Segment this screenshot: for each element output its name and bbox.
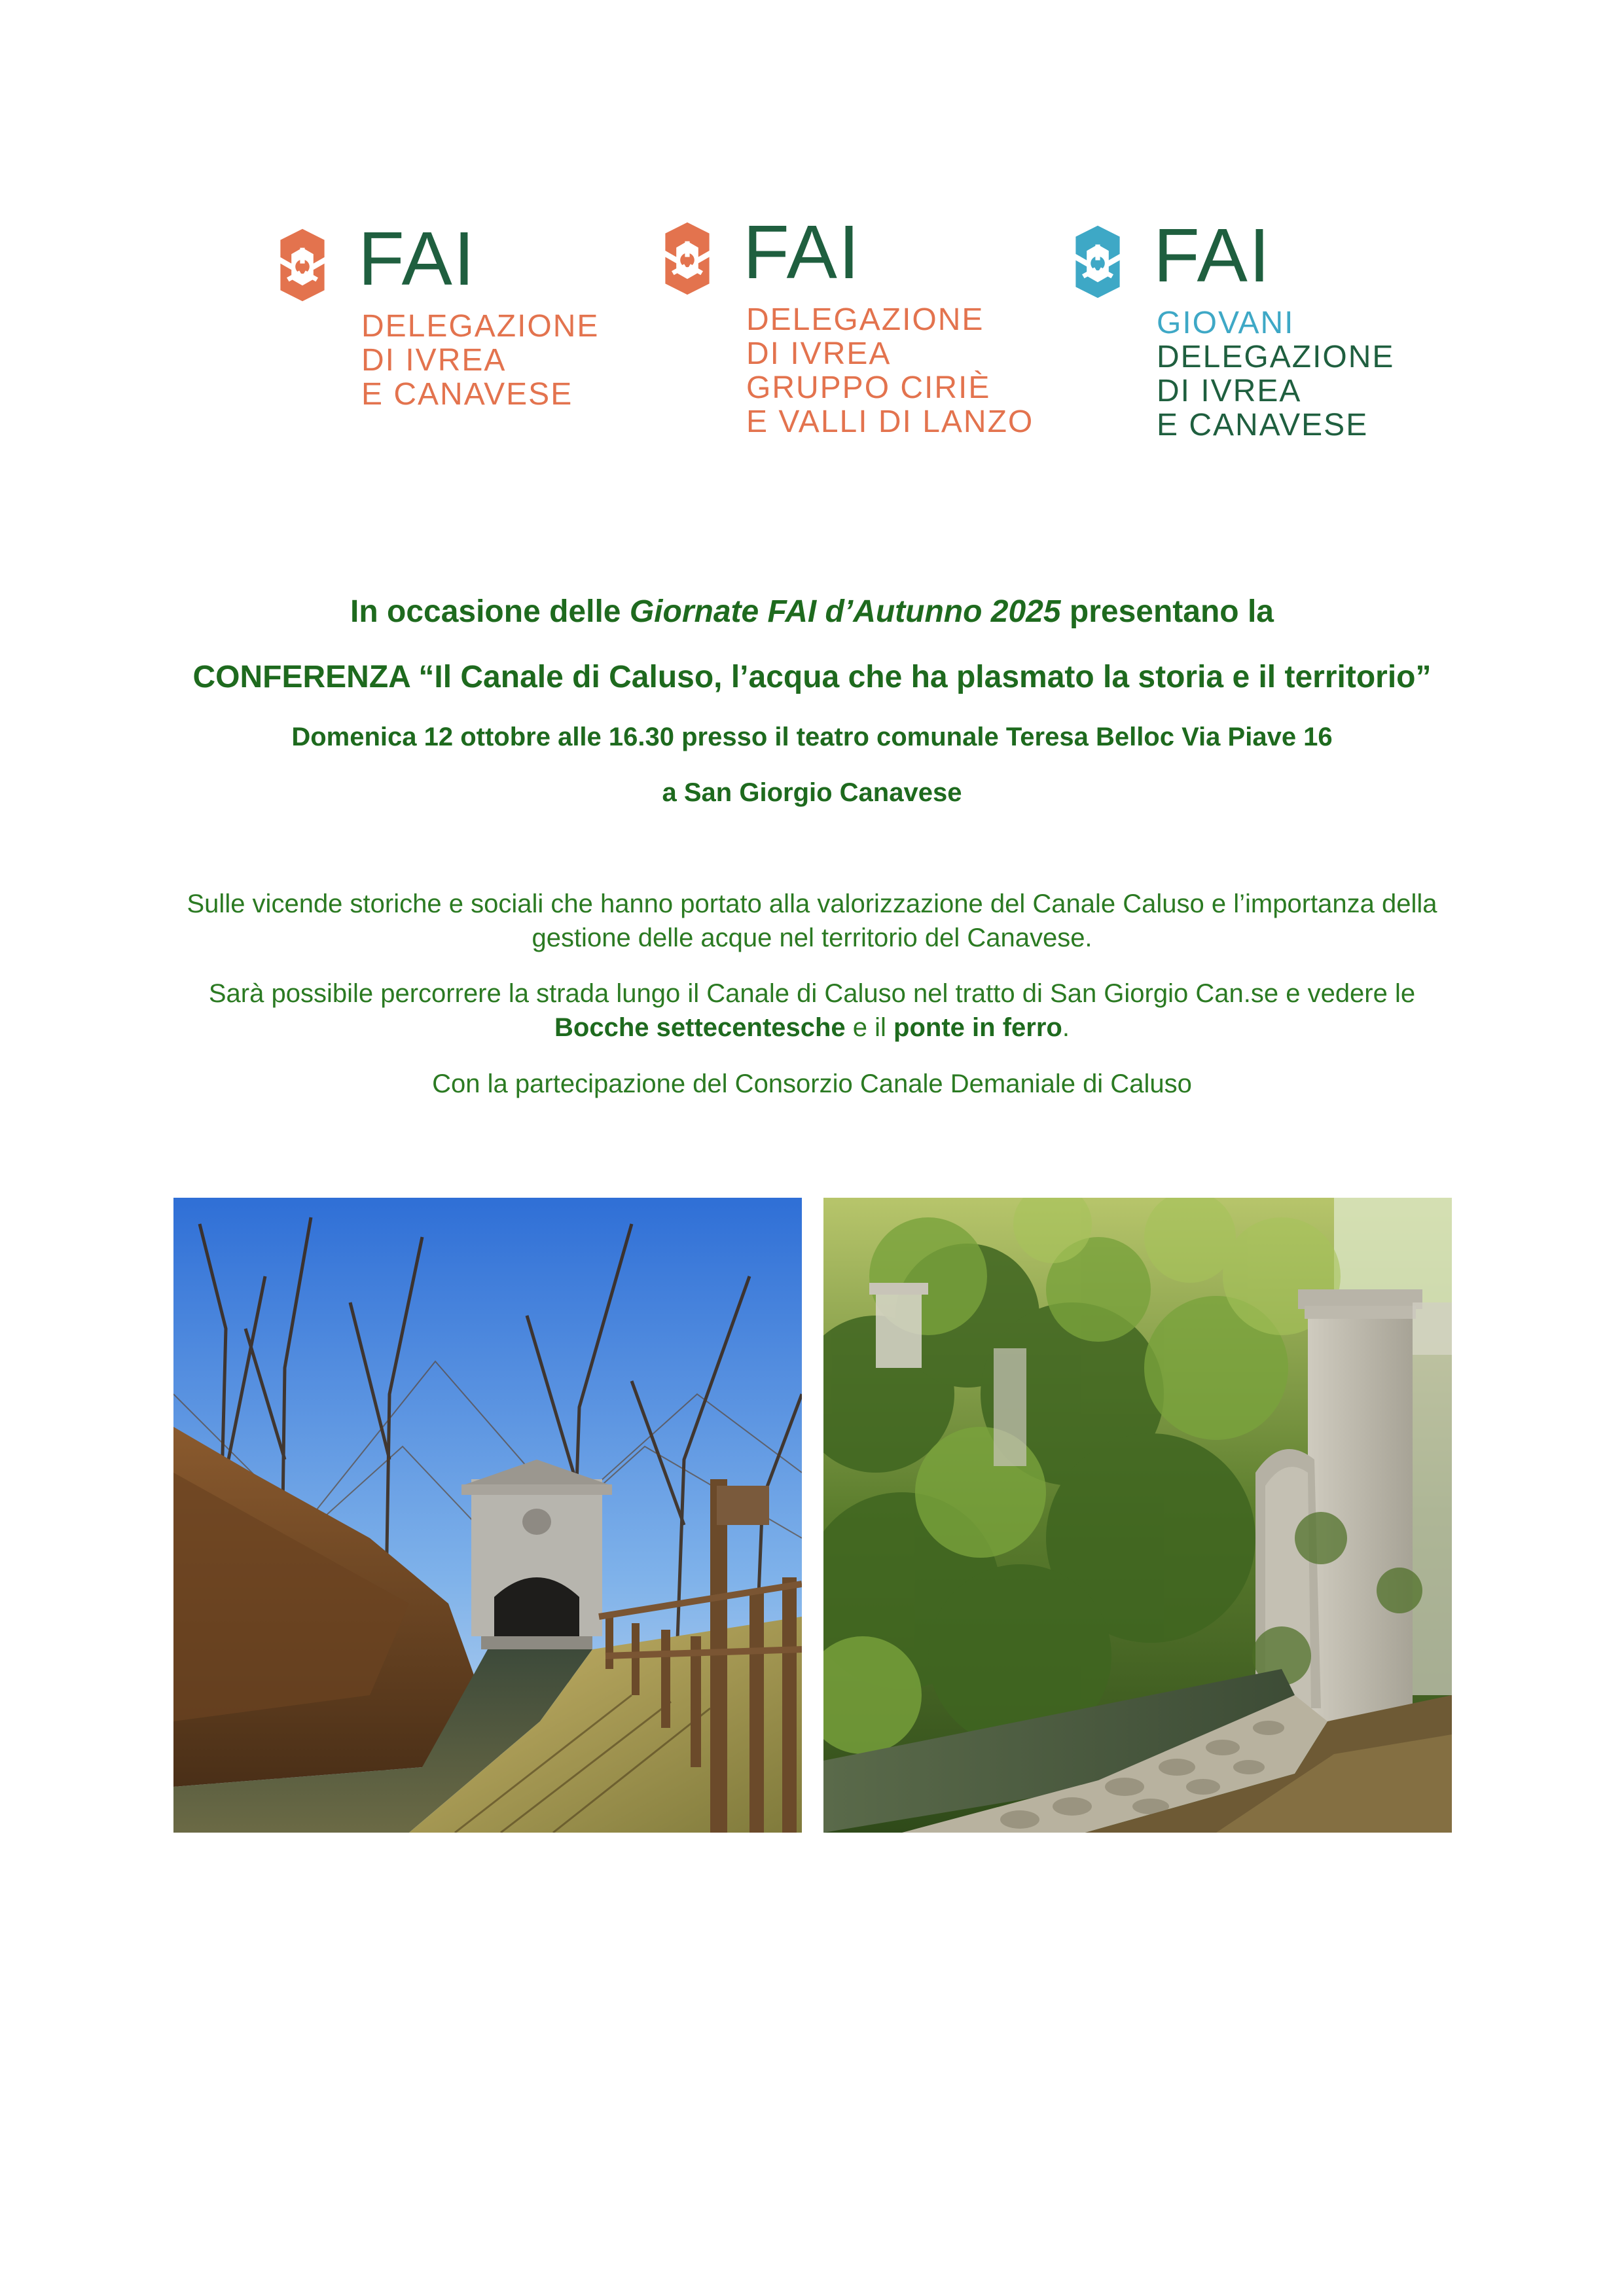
logo-line: E CANAVESE — [361, 377, 573, 412]
logo-line: GIOVANI — [1157, 306, 1295, 340]
canal-pillars-photo — [823, 1198, 1452, 1833]
intro-text: presentano la — [1060, 594, 1274, 629]
fai-orange-icon — [648, 219, 727, 298]
fai-wordmark: FAI — [743, 209, 861, 295]
fai-giovani-logo — [1058, 213, 1399, 442]
date-place: Domenica 12 ottobre alle 16.30 presso il teatro comunale Teresa Belloc Via Piave 16 — [291, 723, 1333, 751]
logo-subtitle — [746, 303, 1034, 439]
logo-line: DELEGAZIONE — [746, 302, 984, 337]
town: a San Giorgio Canavese — [662, 778, 962, 807]
fai-teal-icon — [1058, 223, 1137, 301]
ponte-in-ferro: ponte in ferro — [893, 1013, 1062, 1042]
logo-line: E CANAVESE — [1157, 408, 1369, 442]
fai-wordmark: FAI — [358, 216, 477, 301]
logo-line: DI IVREA — [1157, 374, 1302, 408]
logo-line: DELEGAZIONE — [1157, 340, 1395, 374]
logo-line: DI IVREA — [361, 343, 507, 378]
fai-orange-icon — [263, 226, 342, 304]
fai-cirie-lanzo-logo — [648, 209, 1034, 439]
period: . — [1062, 1013, 1070, 1042]
logo-line: DI IVREA — [746, 336, 892, 371]
logo-line: E VALLI DI LANZO — [746, 404, 1034, 439]
canal-arch-image — [173, 1198, 802, 1833]
connector-text: e il — [845, 1013, 894, 1042]
conference-title: CONFERENZA “Il Canale di Caluso, l’acqua che ha plasmato la storia e il territorio” — [192, 660, 1432, 694]
event-name: Giornate FAI d’Autunno 2025 — [629, 594, 1061, 629]
logo-line: GRUPPO CIRIÈ — [746, 370, 991, 405]
bocche-settecentesche: Bocche settecentesche — [554, 1013, 846, 1042]
paragraph-2-line-2 — [0, 1011, 1624, 1045]
paragraph-1-line-1: Sulle vicende storiche e sociali che hanno portato alla valorizzazione del Canale Caluso e l’importanza della — [187, 889, 1437, 918]
canal-pillars-image — [823, 1198, 1452, 1833]
logo-line: DELEGAZIONE — [361, 309, 600, 344]
logo-subtitle — [361, 310, 599, 412]
paragraph-3: Con la partecipazione del Consorzio Canale Demaniale di Caluso — [432, 1069, 1192, 1098]
logo-subtitle — [1157, 306, 1394, 442]
intro-text: In occasione delle — [350, 594, 630, 629]
paragraph-1-line-2: gestione delle acque nel territorio del Canavese. — [532, 924, 1092, 952]
canal-arch-photo — [173, 1198, 802, 1833]
fai-wordmark: FAI — [1153, 213, 1272, 298]
fai-ivrea-canavese-logo — [263, 216, 604, 442]
paragraph-2-line-1: Sarà possibile percorrere la strada lungo il Canale di Caluso nel tratto di San Giorgio Can.se e vedere le — [208, 979, 1416, 1008]
intro-line — [0, 592, 1624, 632]
